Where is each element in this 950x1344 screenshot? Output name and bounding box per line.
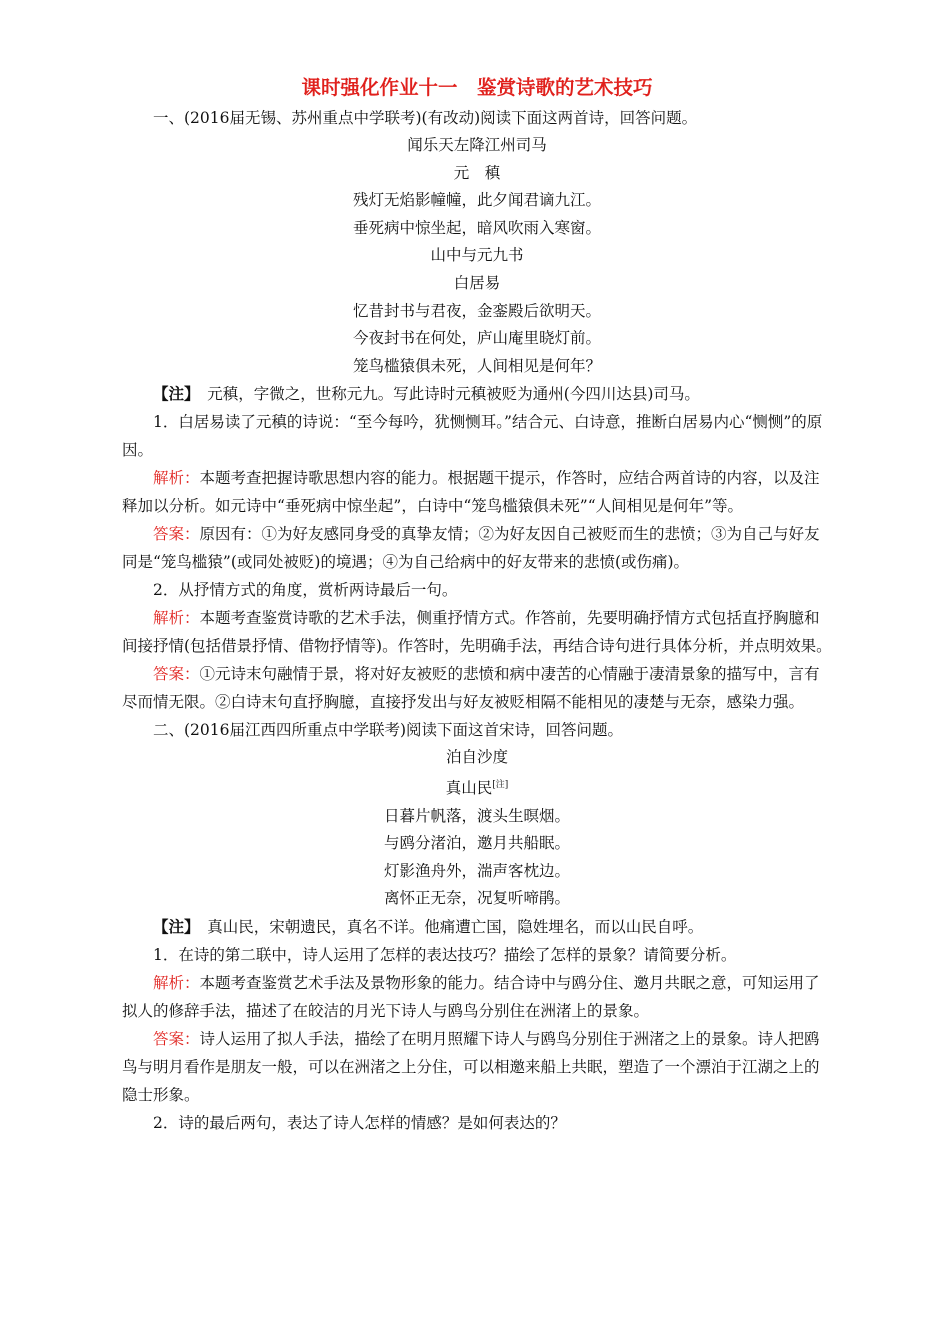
analysis-label: 解析： — [153, 469, 200, 488]
poem3-title: 泊自沙度 — [445, 748, 508, 767]
poem3-author-line — [122, 772, 832, 803]
note-label: 【注】 — [153, 916, 192, 936]
answer-1 — [122, 520, 832, 576]
note-text: 真山民，宋朝遗民，真名不详。他痛遭亡国，隐姓埋名，而以山民自呼。 — [191, 917, 704, 936]
answer-text: ①元诗末句融情于景，将对好友被贬的悲愤和病中凄苦的心情融于凄清景象的描写中，言有尽而情无限。②白诗末句直抒胸臆，直接抒发出与好友被贬相隔不能相见的凄楚与无奈，感染力强。 — [122, 665, 820, 712]
answer-label: 答案： — [153, 665, 200, 684]
analysis-1 — [122, 464, 832, 520]
answer-text: 诗人运用了拟人手法，描绘了在明月照耀下诗人与鸥鸟分别住于洲渚之上的景象。诗人把鸥鸟与明月看作是朋友一般，可以在洲渚之上分住，可以相邀来船上共眠，塑造了一个漂泊于江湖之上的隐士形象。 — [122, 1029, 820, 1104]
poem3-line: 离怀正无奈，况复听啼鹃。 — [383, 889, 570, 908]
answer-text: 原因有：①为好友感同身受的真挚友情；②为好友因自己被贬而生的悲愤；③为自己与好友同是“笼鸟槛猿”(或同处被贬)的境遇；④为自己给病中的好友带来的悲愤(或伤痛)。 — [122, 525, 820, 572]
poem3-line: 日暮片帆落，渡头生暝烟。 — [383, 806, 570, 825]
analysis-label: 解析： — [153, 609, 200, 628]
poem1-author: 元 稹 — [453, 163, 501, 182]
answer-label: 答案： — [153, 1029, 200, 1048]
poem2-line: 今夜封书在何处，庐山庵里晓灯前。 — [352, 329, 601, 348]
analysis-2 — [122, 604, 832, 660]
analysis-text: 本题考查鉴赏诗歌的艺术手法，侧重抒情方式。作答前，先要明确抒情方式包括直抒胸臆和间接抒情(包括借景抒情、借物抒情等)。作答时，先明确手法，再结合诗句进行具体分析，并点明效果。 — [122, 609, 832, 656]
answer-label: 答案： — [153, 525, 200, 544]
poem3-line: 灯影渔舟外，湍声客枕边。 — [383, 861, 570, 880]
answer-3 — [122, 1025, 832, 1109]
page-title: 课时强化作业十一 鉴赏诗歌的艺术技巧 — [301, 76, 653, 99]
section1-intro: 一、(2016届无锡、苏州重点中学联考)(有改动)阅读下面这两首诗，回答问题。 — [153, 109, 698, 127]
question-2: 2．从抒情方式的角度，赏析两诗最后一句。 — [153, 581, 458, 600]
poem3-line: 与鸥分渚泊，邀月共船眠。 — [383, 834, 570, 853]
section2-note — [122, 913, 832, 941]
poem2-line: 忆昔封书与君夜，金銮殿后欲明天。 — [352, 301, 601, 320]
poem1-line: 残灯无焰影幢幢，此夕闻君谪九江。 — [352, 191, 601, 210]
question-1: 1．白居易读了元稹的诗说：“至今每吟，犹恻恻耳。”结合元、白诗意，推断白居易内心“恻恻”的原因。 — [122, 413, 823, 460]
question-3: 1．在诗的第二联中，诗人运用了怎样的表达技巧？描绘了怎样的景象？请简要分析。 — [153, 945, 737, 964]
poem1-line: 垂死病中惊坐起，暗风吹雨入寒窗。 — [352, 218, 601, 237]
analysis-text: 本题考查鉴赏艺术手法及景物形象的能力。结合诗中与鸥分住、邀月共眠之意，可知运用了拟人的修辞手法，描述了在皎洁的月光下诗人与鸥鸟分别住在洲渚上的景象。 — [122, 973, 820, 1020]
poem2-author: 白居易 — [453, 273, 501, 292]
analysis-label: 解析： — [153, 973, 200, 992]
analysis-3 — [122, 969, 832, 1025]
note-label: 【注】 — [153, 384, 192, 404]
poem2-title: 山中与元九书 — [430, 246, 524, 265]
section2-intro: 二、(2016届江西四所重点中学联考)阅读下面这首宋诗，回答问题。 — [153, 721, 624, 740]
poem2-line: 笼鸟槛猿俱未死，人间相见是何年？ — [352, 356, 601, 375]
answer-2 — [122, 660, 832, 716]
question-4: 2．诗的最后两句，表达了诗人怎样的情感？是如何表达的？ — [153, 1113, 566, 1132]
note-text: 元稹，字微之，世称元九。写此诗时元稹被贬为通州(今四川达县)司马。 — [191, 385, 700, 404]
section1-note — [122, 380, 832, 408]
footnote-mark: [注] — [492, 779, 509, 790]
poem3-author: 真山民 — [445, 778, 493, 797]
poem1-title: 闻乐天左降江州司马 — [407, 136, 547, 154]
analysis-text: 本题考查把握诗歌思想内容的能力。根据题干提示，作答时，应结合两首诗的内容，以及注释加以分析。如元诗中“垂死病中惊坐起”，白诗中“笼鸟槛猿俱未死”“人间相见是何年”等。 — [122, 469, 820, 516]
